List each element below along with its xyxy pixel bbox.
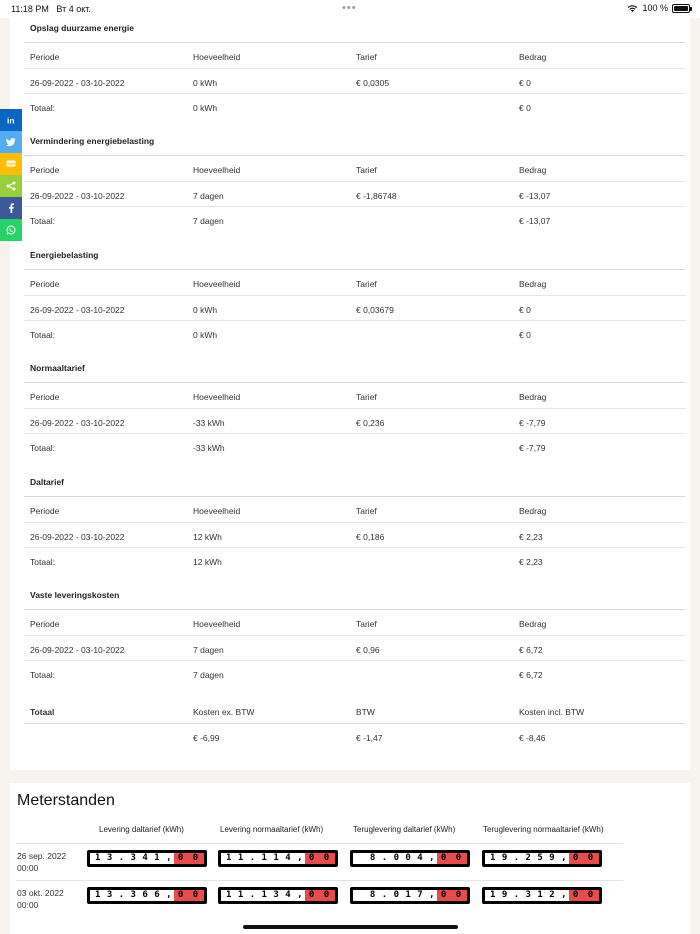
table-cell: 7 dagen xyxy=(193,191,224,201)
meter-counter-display xyxy=(482,887,602,904)
table-row xyxy=(24,635,685,660)
wifi-icon xyxy=(627,4,638,13)
table-cell: Totaal: xyxy=(30,103,56,113)
table-cell: 7 dagen xyxy=(193,216,224,226)
svg-text:SMS: SMS xyxy=(7,162,15,167)
table-cell: € 6,72 xyxy=(519,645,543,655)
sms-share-button[interactable] xyxy=(0,153,22,175)
meter-counter-decimals: 0 0 xyxy=(305,890,335,901)
table-cell: € -7,79 xyxy=(519,418,546,428)
meter-counter-value: 8 . 0 0 4 , xyxy=(369,853,435,863)
multitasking-dots-icon[interactable]: ••• xyxy=(342,2,357,14)
section-header-row xyxy=(24,269,685,294)
table-row xyxy=(24,522,685,547)
table-cell: Periode xyxy=(30,279,60,289)
meter-counter-value: 1 9 . 2 5 9 , xyxy=(490,853,567,863)
table-cell: € 2,23 xyxy=(519,532,543,542)
section-header-row xyxy=(24,155,685,180)
table-cell: -33 kWh xyxy=(193,418,225,428)
table-cell: € 0,03679 xyxy=(356,305,394,315)
sms-icon xyxy=(6,159,16,169)
table-cell: Bedrag xyxy=(519,506,547,516)
meter-counter-display xyxy=(87,850,207,867)
table-cell: Kosten ex. BTW xyxy=(193,707,255,717)
table-cell: € -7,79 xyxy=(519,443,546,453)
meter-header-teruglevering-dal: Teruglevering daltarief (kWh) xyxy=(353,825,456,834)
section-title: Opslag duurzame energie xyxy=(30,23,134,33)
table-cell: € 0,0305 xyxy=(356,78,390,88)
table-cell: -33 kWh xyxy=(193,443,225,453)
twitter-share-button[interactable] xyxy=(0,131,22,153)
table-cell: 26-09-2022 - 03-10-2022 xyxy=(30,305,125,315)
facebook-share-button[interactable] xyxy=(0,197,22,219)
table-cell: Periode xyxy=(30,506,60,516)
meter-counter-value: 1 3 . 3 4 1 , xyxy=(95,853,172,863)
table-cell: 12 kWh xyxy=(193,557,222,567)
meter-counter-decimals: 0 0 xyxy=(305,853,335,864)
meter-counter-value: 1 9 . 3 1 2 , xyxy=(490,890,567,900)
meter-counter-display xyxy=(350,887,470,904)
table-cell: Totaal: xyxy=(30,670,56,680)
table-cell: € -6,99 xyxy=(193,733,220,743)
share-share-button[interactable] xyxy=(0,175,22,197)
table-cell: Hoeveelheid xyxy=(193,392,241,402)
table-cell: Periode xyxy=(30,52,60,62)
table-cell: Tarief xyxy=(356,392,377,402)
section-total-row xyxy=(24,433,685,458)
section-header-row xyxy=(24,382,685,407)
whatsapp-share-button[interactable] xyxy=(0,219,22,241)
table-cell: Periode xyxy=(30,392,60,402)
table-cell: € 0 xyxy=(519,78,531,88)
table-cell: 0 kWh xyxy=(193,103,218,113)
table-row xyxy=(24,408,685,433)
meter-reading-date: 26 sep. 2022 00:00 xyxy=(17,851,67,873)
table-cell: € 0,96 xyxy=(356,645,380,655)
table-row xyxy=(24,68,685,93)
facebook-icon xyxy=(6,203,16,213)
table-cell: 7 dagen xyxy=(193,670,224,680)
table-cell: € -13,07 xyxy=(519,191,551,201)
table-cell: Bedrag xyxy=(519,52,547,62)
table-cell: 12 kWh xyxy=(193,532,222,542)
meter-counter-decimals: 0 0 xyxy=(569,853,599,864)
section-total-row xyxy=(24,93,685,118)
meter-counter-decimals: 0 0 xyxy=(569,890,599,901)
table-cell: € 2,23 xyxy=(519,557,543,567)
table-cell: Tarief xyxy=(356,279,377,289)
table-cell: 7 dagen xyxy=(193,645,224,655)
section-header-row xyxy=(24,609,685,634)
table-cell: Tarief xyxy=(356,506,377,516)
table-cell: Totaal: xyxy=(30,443,56,453)
section-title: Normaaltarief xyxy=(30,363,85,373)
table-cell: € -13,07 xyxy=(519,216,551,226)
table-cell: € -8,46 xyxy=(519,733,546,743)
share-icon xyxy=(6,181,16,191)
table-cell: 26-09-2022 - 03-10-2022 xyxy=(30,532,125,542)
meter-counter-decimals: 0 0 xyxy=(437,890,467,901)
meter-counter-value: 8 . 0 1 7 , xyxy=(369,890,435,900)
table-cell: Bedrag xyxy=(519,619,547,629)
table-cell: 0 kWh xyxy=(193,330,218,340)
table-cell: € 0,236 xyxy=(356,418,385,428)
table-cell: Hoeveelheid xyxy=(193,165,241,175)
table-cell: Bedrag xyxy=(519,392,547,402)
meterstanden-card xyxy=(10,783,690,934)
table-cell: BTW xyxy=(356,707,375,717)
meter-counter-display xyxy=(482,850,602,867)
meter-header-teruglevering-normaal: Teruglevering normaaltarief (kWh) xyxy=(483,825,604,834)
table-cell: 26-09-2022 - 03-10-2022 xyxy=(30,418,125,428)
table-cell: Totaal xyxy=(30,707,55,717)
meter-header-levering-normaal: Levering normaaltarief (kWh) xyxy=(220,825,324,834)
table-cell: Kosten incl. BTW xyxy=(519,707,585,717)
table-cell: Hoeveelheid xyxy=(193,279,241,289)
home-indicator[interactable] xyxy=(243,925,458,929)
table-cell: Periode xyxy=(30,165,60,175)
section-title: Vaste leveringskosten xyxy=(30,590,120,600)
table-cell: € -1,47 xyxy=(356,733,383,743)
section-total-row xyxy=(24,660,685,685)
table-cell: Bedrag xyxy=(519,165,547,175)
battery-icon xyxy=(672,4,690,13)
section-title: Vermindering energiebelasting xyxy=(30,136,155,146)
section-total-row xyxy=(24,320,685,345)
invoice-details-card xyxy=(10,18,690,770)
table-cell: € 0 xyxy=(519,103,531,113)
grand-total-values-row xyxy=(24,723,685,748)
table-cell: 0 kWh xyxy=(193,305,218,315)
meter-counter-decimals: 0 0 xyxy=(174,890,204,901)
table-cell: Tarief xyxy=(356,165,377,175)
table-cell: Totaal: xyxy=(30,557,56,567)
table-cell: € 0 xyxy=(519,330,531,340)
twitter-icon xyxy=(6,137,16,147)
meter-reading-date: 03 okt. 2022 00:00 xyxy=(17,888,64,910)
section-total-row xyxy=(24,206,685,231)
table-cell: 26-09-2022 - 03-10-2022 xyxy=(30,645,125,655)
meter-counter-value: 1 3 . 3 6 6 , xyxy=(95,890,172,900)
table-cell: Tarief xyxy=(356,52,377,62)
linkedin-icon xyxy=(6,115,16,125)
meter-counter-display xyxy=(218,887,338,904)
table-row xyxy=(24,181,685,206)
status-time: 11:18 PM Вт 4 окт. xyxy=(11,4,91,14)
meter-header-levering-dal: Levering daltarief (kWh) xyxy=(99,825,184,834)
section-total-row xyxy=(24,547,685,572)
section-title: Energiebelasting xyxy=(30,250,99,260)
table-row xyxy=(24,295,685,320)
section-header-row xyxy=(24,42,685,67)
battery-percent: 100 % xyxy=(642,3,668,13)
table-cell: € 0 xyxy=(519,305,531,315)
meter-counter-decimals: 0 0 xyxy=(174,853,204,864)
section-header-row xyxy=(24,496,685,521)
table-cell: Tarief xyxy=(356,619,377,629)
table-cell: Totaal: xyxy=(30,216,56,226)
linkedin-share-button[interactable] xyxy=(0,109,22,131)
meter-counter-value: 1 1 . 1 3 4 , xyxy=(226,890,303,900)
table-cell: 0 kWh xyxy=(193,78,218,88)
table-cell: 26-09-2022 - 03-10-2022 xyxy=(30,191,125,201)
grand-total-header-row xyxy=(24,698,685,723)
table-cell: Hoeveelheid xyxy=(193,619,241,629)
whatsapp-icon xyxy=(6,225,16,235)
table-cell: Hoeveelheid xyxy=(193,52,241,62)
table-cell: € -1,86748 xyxy=(356,191,397,201)
table-cell: Totaal: xyxy=(30,330,56,340)
table-cell: 26-09-2022 - 03-10-2022 xyxy=(30,78,125,88)
table-cell: € 0,186 xyxy=(356,532,385,542)
meterstanden-title: Meterstanden xyxy=(17,792,115,809)
svg-text:in: in xyxy=(7,115,15,125)
meter-counter-value: 1 1 . 1 1 4 , xyxy=(226,853,303,863)
meter-counter-display xyxy=(218,850,338,867)
table-cell: Bedrag xyxy=(519,279,547,289)
meter-counter-display xyxy=(87,887,207,904)
table-cell: € 6,72 xyxy=(519,670,543,680)
status-bar xyxy=(0,0,700,18)
table-cell: Hoeveelheid xyxy=(193,506,241,516)
section-title: Daltarief xyxy=(30,477,65,487)
meter-counter-display xyxy=(350,850,470,867)
meter-counter-decimals: 0 0 xyxy=(437,853,467,864)
table-cell: Periode xyxy=(30,619,60,629)
